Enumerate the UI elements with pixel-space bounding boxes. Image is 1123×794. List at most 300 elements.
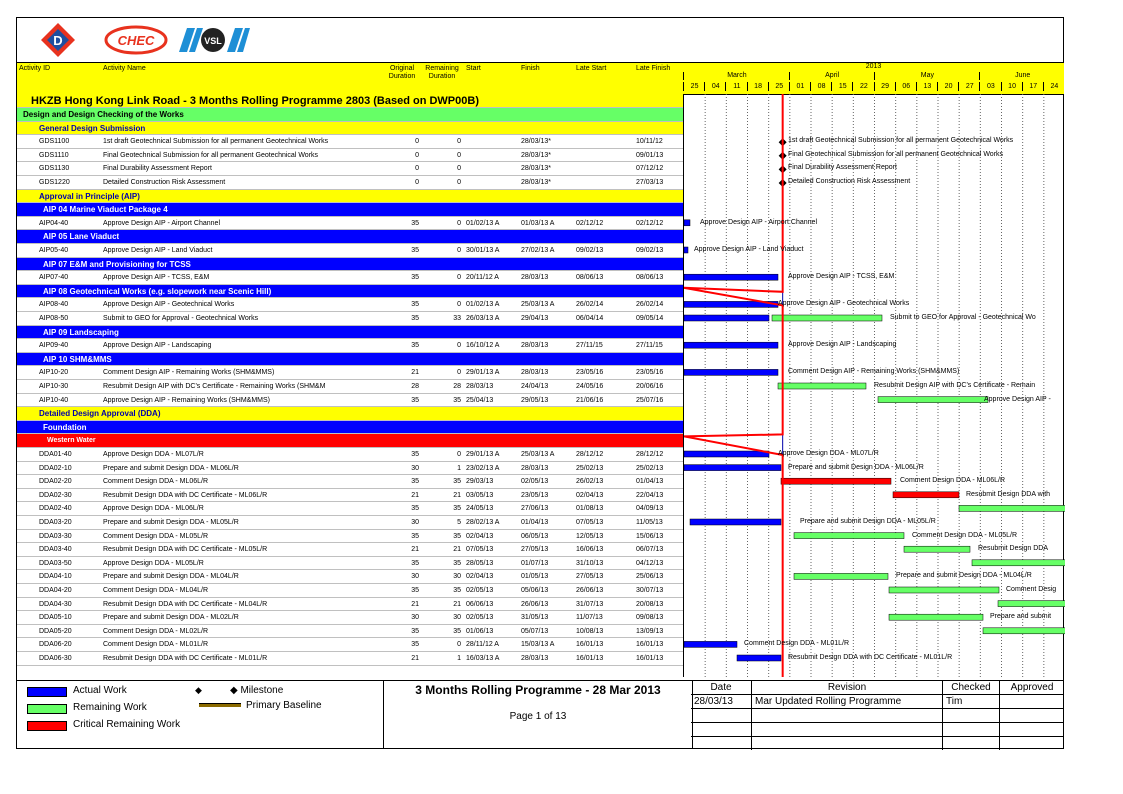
cell-start: 24/05/13 [466, 505, 494, 513]
gantt-bar-remaining [878, 397, 988, 403]
cell-start: 29/01/13 A [466, 369, 500, 377]
cell-finish: 28/03/13 [521, 464, 549, 472]
timeline-week: 20 [937, 82, 959, 91]
table-row [17, 530, 683, 544]
gantt-bar-actual [684, 641, 737, 647]
gantt-bar-actual [684, 247, 688, 253]
gantt-bar-label: Approve Design AIP - Airport Channel [700, 218, 817, 226]
cell-rd: 35 [453, 587, 461, 594]
cell-od: 30 [411, 519, 419, 526]
cell-id: DDA03-40 [39, 546, 72, 554]
cell-id: DDA04-10 [39, 573, 72, 581]
cell-od: 35 [411, 505, 419, 513]
cell-lf: 02/12/12 [636, 219, 664, 227]
group-label: AIP 09 Landscaping [43, 327, 119, 337]
gantt-bar-remaining [972, 560, 1065, 566]
cell-lf: 09/05/14 [636, 315, 664, 322]
cell-rd: 0 [457, 274, 461, 282]
cell-lf: 08/06/13 [636, 274, 664, 282]
cell-od: 35 [411, 451, 419, 458]
timeline-week: 22 [852, 82, 874, 91]
timeline-week: 01 [789, 82, 811, 91]
column-header [17, 62, 683, 95]
table-row [17, 271, 683, 285]
gantt-bar-actual [684, 220, 690, 226]
legend-actual-swatch [27, 687, 67, 697]
rev-empty-cell [943, 737, 1000, 750]
cell-name: Resubmit Design AIP with DC's Certificate - Remaining Works (SHM&M [103, 383, 326, 390]
group-header [17, 230, 683, 244]
gantt-bar-label: Approve Design DDA - ML07L/R [778, 450, 879, 457]
cell-start: 01/02/13 A [466, 219, 500, 227]
gantt-bar-actual [684, 274, 778, 280]
gantt-bar-label: Resubmit Design DDA with [966, 490, 1051, 498]
cell-finish: 27/05/13 [521, 546, 549, 554]
timeline-week: 18 [747, 82, 769, 91]
cell-od: 35 [411, 532, 419, 540]
table-row [17, 366, 683, 380]
rev-header-date: Date [691, 681, 752, 694]
gantt-bar-label: Submit to GEO for Approval - Geotechnical Wo [890, 314, 1036, 321]
cell-id: GDS1100 [39, 138, 70, 146]
rev-date: 28/03/13 [691, 695, 752, 708]
legend-baseline-label: Primary Baseline [246, 700, 322, 711]
table-row [17, 516, 683, 530]
timeline-week: 08 [810, 82, 832, 91]
cell-od: 30 [411, 614, 419, 622]
rev-empty-cell [691, 709, 752, 722]
gantt-bar-remaining [959, 505, 1065, 511]
cell-id: DDA06-20 [39, 641, 72, 649]
timeline-week: 06 [895, 82, 917, 91]
col-late-finish: Late Finish [636, 65, 671, 72]
gantt-bar-label: Comment Design AIP - Remaining Works (SHM&MMS) [788, 368, 960, 376]
cell-ls: 28/12/12 [576, 451, 604, 458]
legend-remaining-swatch [27, 704, 67, 714]
cell-ls: 23/05/16 [576, 369, 604, 377]
cell-ls: 31/07/13 [576, 600, 604, 608]
cell-name: 1st draft Geotechnical Submission for all permanent Geotechnical Works [103, 138, 329, 146]
group-label: AIP 05 Lane Viaduct [43, 232, 120, 242]
group-label: General Design Submission [39, 123, 146, 133]
legend-actual-label: Actual Work [73, 685, 127, 696]
cell-lf: 23/05/16 [636, 369, 664, 377]
gantt-bar-remaining [772, 315, 882, 321]
cell-start: 02/04/13 [466, 532, 494, 540]
cell-lf: 20/06/16 [636, 383, 664, 390]
cell-finish: 28/03/13* [521, 138, 551, 146]
gantt-bar-actual [684, 369, 778, 375]
cell-od: 30 [411, 573, 419, 581]
group-label: Detailed Design Approval (DDA) [39, 409, 161, 419]
cell-od: 28 [411, 383, 419, 390]
group-header [17, 203, 683, 217]
cell-lf: 11/05/13 [636, 519, 663, 526]
timeline-week: 25 [768, 82, 790, 91]
page-number: Page 1 of 13 [509, 711, 567, 722]
group-label: AIP 07 E&M and Provisioning for TCSS [43, 259, 191, 269]
table-row [17, 570, 683, 584]
table-row [17, 598, 683, 612]
cell-name: Prepare and submit Design DDA - ML06L/R [103, 464, 239, 472]
gantt-bar-remaining [778, 383, 866, 389]
legend-remaining-label: Remaining Work [73, 702, 147, 713]
legend-baseline-swatch [199, 703, 241, 707]
cell-rd: 0 [457, 179, 461, 186]
table-row [17, 611, 683, 625]
cell-ls: 16/06/13 [576, 546, 604, 554]
cell-lf: 10/11/12 [636, 138, 663, 146]
table-row [17, 312, 683, 326]
cell-id: AIP10-40 [39, 396, 69, 404]
group-label: Foundation [43, 422, 87, 432]
revision-empty-row [691, 723, 1064, 737]
cell-start: 16/03/13 A [466, 655, 500, 662]
gantt-bar-label: Final Durability Assessment Report [788, 164, 897, 172]
cell-ls: 24/05/16 [576, 383, 604, 390]
cell-start: 02/05/13 [466, 614, 494, 622]
cell-ls: 21/06/16 [576, 396, 604, 404]
project-title: HKZB Hong Kong Link Road - 3 Months Rolling Programme 2803 (Based on DWP00B) [17, 94, 683, 108]
timeline-month: March [683, 72, 790, 80]
cell-ls: 10/08/13 [576, 627, 604, 635]
cell-id: DDA02-10 [39, 464, 72, 472]
cell-finish: 25/03/13 A [521, 301, 555, 309]
gantt-bar-label: Approve Design AIP - Geotechnical Works [778, 300, 910, 308]
group-header [17, 190, 683, 204]
cell-id: AIP04-40 [39, 219, 69, 227]
gantt-bar-remaining [998, 601, 1065, 607]
cell-name: Resubmit Design DDA with DC Certificate - ML04L/R [103, 600, 268, 608]
group-header [17, 326, 683, 340]
cell-finish: 15/03/13 A [521, 641, 555, 649]
cell-ls: 09/02/13 [576, 247, 604, 254]
cell-rd: 35 [453, 505, 461, 513]
rev-empty-cell [691, 723, 752, 736]
cell-od: 35 [411, 587, 419, 594]
gantt-bar-label: Resubmit Design DDA with DC Certificate - ML01L/R [788, 654, 953, 661]
cell-id: DDA03-20 [39, 519, 72, 526]
table-row [17, 135, 683, 149]
cell-start: 28/11/12 A [466, 641, 499, 649]
cell-lf: 20/08/13 [636, 600, 664, 608]
cell-ls: 01/08/13 [576, 505, 604, 513]
cell-rd: 0 [457, 301, 461, 309]
cell-ls: 08/06/13 [576, 274, 604, 282]
col-remaining-duration: Remaining Duration [425, 65, 459, 80]
cell-rd: 28 [453, 383, 461, 390]
timeline-month: May [874, 72, 981, 80]
gantt-bar-critical [781, 478, 891, 484]
cell-start: 16/10/12 A [466, 342, 500, 350]
col-activity-id: Activity ID [19, 65, 51, 72]
gantt-bar-label: Prepare and submit [990, 613, 1052, 621]
logo-d-text: D [53, 33, 63, 48]
timeline-week: 17 [1022, 82, 1044, 91]
table-row [17, 543, 683, 557]
cell-ls: 26/02/14 [576, 301, 604, 309]
cell-id: DDA03-30 [39, 532, 72, 540]
table-row [17, 176, 683, 190]
cell-rd: 30 [453, 614, 461, 622]
rev-empty-cell [752, 723, 943, 736]
cell-lf: 06/07/13 [636, 546, 664, 554]
cell-start: 01/06/13 [466, 627, 494, 635]
cell-lf: 25/06/13 [636, 573, 664, 581]
cell-finish: 29/05/13 [521, 396, 549, 404]
cell-ls: 27/05/13 [576, 573, 604, 581]
cell-lf: 09/08/13 [636, 614, 664, 622]
timeline-week: 27 [958, 82, 980, 91]
cell-rd: 0 [457, 369, 461, 377]
cell-rd: 35 [453, 627, 461, 635]
timeline-week: 15 [831, 82, 853, 91]
cell-rd: 0 [457, 247, 461, 254]
cell-ls: 31/10/13 [576, 559, 604, 567]
cell-id: DDA04-20 [39, 587, 72, 594]
table-row [17, 489, 683, 503]
cell-lf: 09/01/13 [636, 151, 664, 159]
gantt-bar-remaining [889, 587, 999, 593]
cell-name: Approve Design DDA - ML05L/R [103, 559, 204, 567]
cell-id: DDA04-30 [39, 600, 72, 608]
cell-lf: 09/02/13 [636, 247, 664, 254]
cell-finish: 01/04/13 [521, 519, 549, 526]
timeline-week: 29 [874, 82, 896, 91]
footer-title-box [383, 681, 693, 749]
timeline-week: 03 [979, 82, 1001, 91]
cell-name: Final Durability Assessment Report [103, 165, 212, 173]
table-row [17, 380, 683, 394]
legend-critical-label: Critical Remaining Work [73, 719, 181, 730]
cell-ls: 02/12/12 [576, 219, 604, 227]
cell-od: 21 [411, 655, 419, 662]
timeline-header [683, 62, 1064, 95]
footer-title: 3 Months Rolling Programme - 28 Mar 2013 [415, 683, 661, 697]
cell-finish: 24/04/13 [521, 383, 549, 390]
revision-row [691, 695, 1064, 709]
cell-od: 21 [411, 369, 419, 377]
cell-finish: 28/03/13 [521, 342, 549, 350]
gantt-bar-actual [684, 315, 769, 321]
cell-od: 35 [411, 478, 419, 486]
revision-header-row [691, 681, 1064, 695]
cell-name: Approve Design DDA - ML06L/R [103, 505, 204, 513]
rev-empty-cell [943, 709, 1000, 722]
cell-od: 35 [411, 627, 419, 635]
cell-name: Approve Design AIP - TCSS, E&M [103, 274, 210, 282]
group-header [17, 407, 683, 421]
cell-id: AIP08-50 [39, 315, 69, 322]
cell-start: 02/05/13 [466, 587, 494, 594]
cell-id: AIP09-40 [39, 342, 69, 350]
gantt-bar-label: Comment Design DDA - ML05L/R [912, 531, 1018, 539]
cell-od: 0 [415, 151, 419, 159]
cell-start: 29/03/13 [466, 478, 494, 486]
cell-name: Prepare and submit Design DDA - ML04L/R [103, 573, 239, 581]
cell-ls: 11/07/13 [576, 614, 603, 622]
cell-rd: 5 [457, 519, 461, 526]
cell-od: 35 [411, 559, 419, 567]
group-label: Design and Design Checking of the Works [23, 110, 184, 119]
rev-empty-cell [943, 723, 1000, 736]
rev-empty-cell [691, 737, 752, 750]
legend-milestone-label: ◆ Milestone [230, 685, 284, 696]
cell-start: 23/02/13 A [466, 464, 500, 472]
cell-name: Approve Design AIP - Land Viaduct [103, 247, 213, 254]
cell-finish: 05/06/13 [521, 587, 549, 594]
cell-finish: 05/07/13 [521, 627, 549, 635]
revision-table [691, 681, 1064, 749]
group-label: Approval in Principle (AIP) [39, 191, 140, 201]
gantt-bar-label: Detailed Construction Risk Assessment [788, 178, 911, 185]
cell-id: DDA05-10 [39, 614, 72, 622]
gantt-bar-remaining [794, 573, 888, 579]
cell-lf: 25/07/16 [636, 396, 664, 404]
milestone-icon: ◆ [195, 685, 202, 695]
cell-name: Resubmit Design DDA with DC Certificate - ML05L/R [103, 546, 268, 554]
table-row [17, 298, 683, 312]
cell-name: Comment Design DDA - ML05L/R [103, 532, 209, 540]
group-header [17, 258, 683, 272]
gantt-bar-label: 1st draft Geotechnical Submission for all permanent Geotechnical Works [788, 137, 1014, 145]
cell-id: AIP10-30 [39, 383, 69, 390]
cell-name: Approve Design DDA - ML07L/R [103, 451, 204, 458]
cell-od: 21 [411, 491, 419, 499]
cell-lf: 27/11/15 [636, 342, 663, 350]
footer [17, 680, 1064, 749]
cell-name: Prepare and submit Design DDA - ML05L/R [103, 519, 239, 526]
gantt-bar-remaining [794, 533, 904, 539]
cell-rd: 21 [453, 491, 461, 499]
cell-od: 30 [411, 464, 419, 472]
cell-od: 35 [411, 274, 419, 282]
gantt-chart [683, 94, 1065, 677]
gantt-bar-remaining [904, 546, 970, 552]
rev-header-checked: Checked [943, 681, 1000, 694]
cell-od: 35 [411, 301, 419, 309]
table-row [17, 475, 683, 489]
cell-lf: 04/09/13 [636, 505, 664, 513]
cell-lf: 22/04/13 [636, 491, 664, 499]
table-row [17, 394, 683, 408]
cell-name: Final Geotechnical Submission for all permanent Geotechnical Works [103, 151, 319, 159]
cell-id: AIP07-40 [39, 274, 69, 282]
rev-header-approved: Approved [1010, 682, 1054, 693]
critical-path-line [684, 94, 783, 677]
revision-empty-row [691, 737, 1064, 750]
gantt-bar-actual [684, 465, 781, 471]
col-activity-name: Activity Name [103, 65, 146, 72]
cell-rd: 0 [457, 151, 461, 159]
gantt-bar-label: Resubmit Design AIP with DC's Certificate - Remain [874, 382, 1036, 389]
table-row [17, 625, 683, 639]
legend-critical-swatch [27, 721, 67, 731]
group-header [17, 434, 683, 448]
cell-id: DDA01-40 [39, 451, 72, 458]
cell-finish: 27/06/13 [521, 505, 549, 513]
cell-id: AIP05-40 [39, 247, 69, 254]
timeline-week: 11 [725, 82, 747, 91]
cell-rd: 35 [453, 532, 461, 540]
group-header [17, 353, 683, 367]
cell-ls: 25/02/13 [576, 464, 604, 472]
gantt-bar-label: Approve Design AIP - TCSS, E&M [788, 273, 895, 281]
gantt-bar-critical [893, 492, 959, 498]
cell-start: 29/01/13 A [466, 451, 500, 458]
cell-finish: 23/05/13 [521, 491, 549, 499]
cell-start: 06/06/13 [466, 600, 494, 608]
table-row [17, 339, 683, 353]
table-row [17, 162, 683, 176]
table-row [17, 502, 683, 516]
table-row [17, 652, 683, 666]
cell-name: Comment Design DDA - ML01L/R [103, 641, 209, 649]
cell-od: 35 [411, 396, 419, 404]
gantt-bar-label: Final Geotechnical Submission for all permanent Geotechnical Works [788, 150, 1004, 158]
cell-lf: 25/02/13 [636, 464, 664, 472]
cell-rd: 21 [453, 546, 461, 554]
group-label: AIP 04 Marine Viaduct Package 4 [43, 205, 168, 215]
cell-start: 07/05/13 [466, 546, 494, 554]
cell-name: Approve Design AIP - Remaining Works (SHM&MMS) [103, 396, 271, 404]
timeline-week: 10 [1001, 82, 1023, 91]
cell-finish: 29/04/13 [521, 315, 549, 322]
cell-ls: 26/06/13 [576, 587, 604, 594]
rev-empty-cell [752, 737, 943, 750]
timeline-week: 25 [683, 82, 705, 91]
cell-rd: 0 [457, 219, 461, 227]
cell-lf: 04/12/13 [636, 559, 664, 567]
col-original-duration: Original Duration [388, 65, 416, 80]
cell-rd: 35 [453, 396, 461, 404]
cell-start: 30/01/13 A [466, 247, 500, 254]
cell-start: 25/04/13 [466, 396, 494, 404]
rev-header-revision: Revision [752, 681, 943, 694]
timeline-year: 2013 [865, 63, 882, 70]
cell-name: Comment Design AIP - Remaining Works (SHM&MMS) [103, 369, 275, 377]
col-finish: Finish [521, 65, 540, 72]
cell-finish: 28/03/13* [521, 165, 551, 173]
col-start: Start [466, 65, 481, 72]
cell-od: 21 [411, 546, 419, 554]
cell-ls: 16/01/13 [576, 655, 604, 662]
cell-finish: 31/05/13 [521, 614, 549, 622]
cell-name: Approve Design AIP - Airport Channel [103, 219, 220, 227]
rev-approved [1000, 695, 1064, 708]
cell-rd: 0 [457, 342, 461, 350]
cell-name: Resubmit Design DDA with DC Certificate - ML06L/R [103, 491, 268, 499]
cell-id: DDA05-20 [39, 627, 72, 635]
cell-finish: 28/03/13 [521, 369, 549, 377]
group-label: AIP 08 Geotechnical Works (e.g. slopework near Scenic Hill) [43, 286, 272, 296]
cell-finish: 27/02/13 A [521, 247, 555, 254]
cell-start: 02/04/13 [466, 573, 494, 581]
cell-name: Prepare and submit Design DDA - ML02L/R [103, 614, 239, 622]
cell-lf: 26/02/14 [636, 301, 664, 309]
gantt-bar-label: Resubmit Design DDA [978, 545, 1049, 553]
timeline-month: June [979, 72, 1064, 80]
cell-lf: 13/09/13 [636, 627, 664, 635]
gantt-bar-label: Comment Design DDA - ML01L/R [744, 640, 850, 648]
cell-finish: 28/03/13* [521, 179, 551, 186]
cell-rd: 0 [457, 641, 461, 649]
cell-finish: 28/03/13 [521, 655, 549, 662]
group-label: Western Water [47, 437, 96, 445]
gantt-bar-label: Comment Desig [1006, 586, 1057, 593]
cell-name: Detailed Construction Risk Assessment [103, 179, 226, 186]
cell-ls: 12/05/13 [576, 532, 604, 540]
